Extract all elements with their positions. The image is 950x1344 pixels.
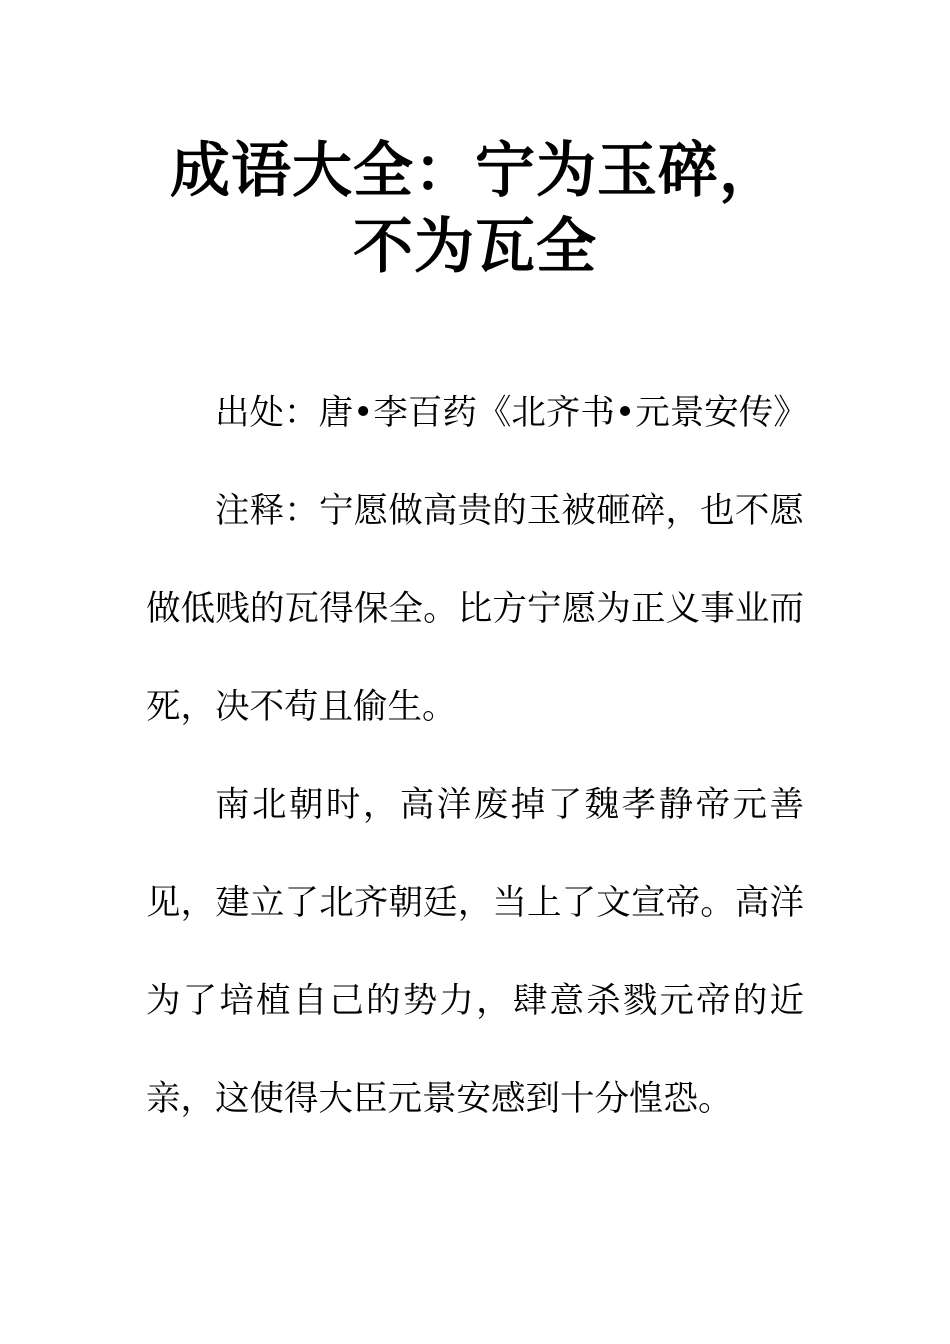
story-paragraph: 南北朝时，高洋废掉了魏孝静帝元善见，建立了北齐朝廷，当上了文宣帝。高洋为了培植自己的势力，肆意杀戮元帝的近亲，这使得大臣元景安感到十分惶恐。	[146, 785, 804, 1119]
document-body	[146, 364, 808, 1148]
source-paragraph: 出处：唐•李百药《北齐书•元景安传》	[215, 393, 808, 433]
annotation-paragraph: 注释：宁愿做高贵的玉被砸碎，也不愿做低贱的瓦得保全。比方宁愿为正义事业而死，决不苟且偷生。	[146, 491, 804, 727]
document-title: 成语大全：宁为玉碎，不为瓦全	[170, 136, 780, 282]
